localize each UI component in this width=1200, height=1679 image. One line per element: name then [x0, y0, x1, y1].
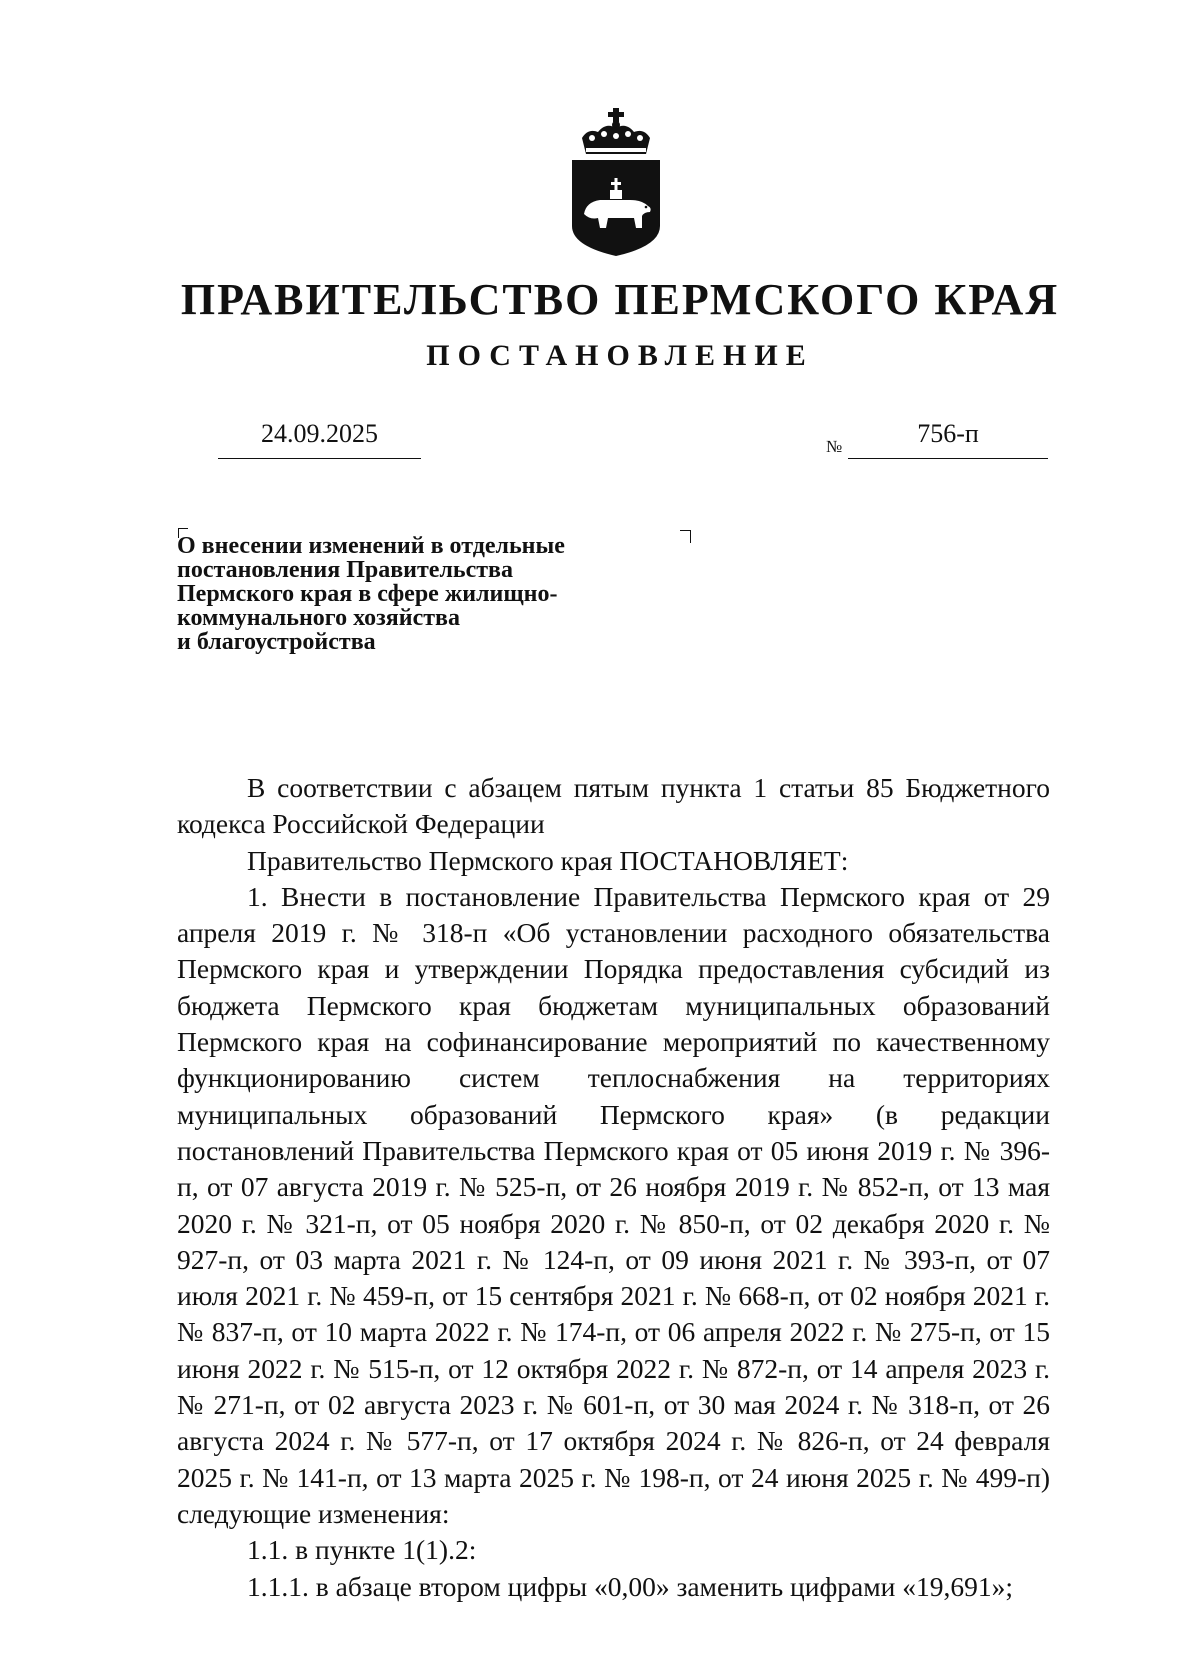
body-paragraph: Правительство Пермского края ПОСТАНОВЛЯЕТ: [247, 844, 849, 876]
body-paragraph: В соответствии с абзацем пятым пункта 1 статьи 85 Бюджетного кодекса Российской Федерации [177, 772, 1050, 840]
document-number: 756-п [848, 414, 1048, 459]
document-body [177, 770, 1050, 1605]
subject-line: Пермского края в сфере жилищно- [177, 581, 558, 607]
body-paragraph: 1.1.1. в абзаце втором цифры «0,00» заменить цифрами «19,691»; [247, 1570, 1013, 1602]
document-date: 24.09.2025 [218, 414, 421, 459]
body-paragraph: 1. Внести в постановление Правительства Пермского края от 29 апреля 2019 г. № 318-п «Об установлении расходного обязательства Пермского края и утверждении Порядка предоставления субсидий из бюджета Пермского края бюджетам муниципальных образований Пермского края на софинансирование мероприятий по качественному функционированию систем теплоснабжения на территориях муниципальных образований Пермского края» (в редакции постановлений Правительства Пермского края от 05 июня 2019 г. № 396-п, от 07 августа 2019 г. № 525-п, от 26 ноября 2019 г. № 852-п, от 13 мая 2020 г. № 321-п, от 05 ноября 2020 г. № 850-п, от 02 декабря 2020 г. № 927-п, от 03 марта 2021 г. № 124-п, от 09 июня 2021 г. № 393-п, от 07 июля 2021 г. № 459-п, от 15 сентября 2021 г. № 668-п, от 02 ноября 2021 г. № 837-п, от 10 марта 2022 г. № 174-п, от 06 апреля 2022 г. № 275-п, от 15 июня 2022 г. № 515-п, от 12 октября 2022 г. № 872-п, от 14 апреля 2023 г. № 271-п, от 02 августа 2023 г. № 601-п, от 30 мая 2024 г. № 318-п, от 26 августа 2024 г. № 577-п, от 17 октября 2024 г. № 826-п, от 24 февраля 2025 г. № 141-п, от 13 марта 2025 г. № 198-п, от 24 июня 2025 г. № 499-п) следующие изменения: [177, 880, 1050, 1529]
subject-line: О внесении изменений в отдельные [177, 533, 565, 559]
subject-line: и благоустройства [177, 629, 376, 655]
subject-line: постановления Правительства [177, 557, 513, 583]
number-sign: № [826, 437, 843, 456]
subject-line: коммунального хозяйства [177, 605, 461, 631]
body-paragraph: 1.1. в пункте 1(1).2: [247, 1534, 477, 1566]
perm-krai-coat-of-arms-icon [568, 108, 664, 256]
subject-corner-mark-right [680, 530, 691, 543]
document-type: ПОСТАНОВЛЕНИЕ [426, 339, 814, 372]
organization-title: ПРАВИТЕЛЬСТВО ПЕРМСКОГО КРАЯ [180, 275, 1060, 324]
document-subject [177, 534, 667, 654]
